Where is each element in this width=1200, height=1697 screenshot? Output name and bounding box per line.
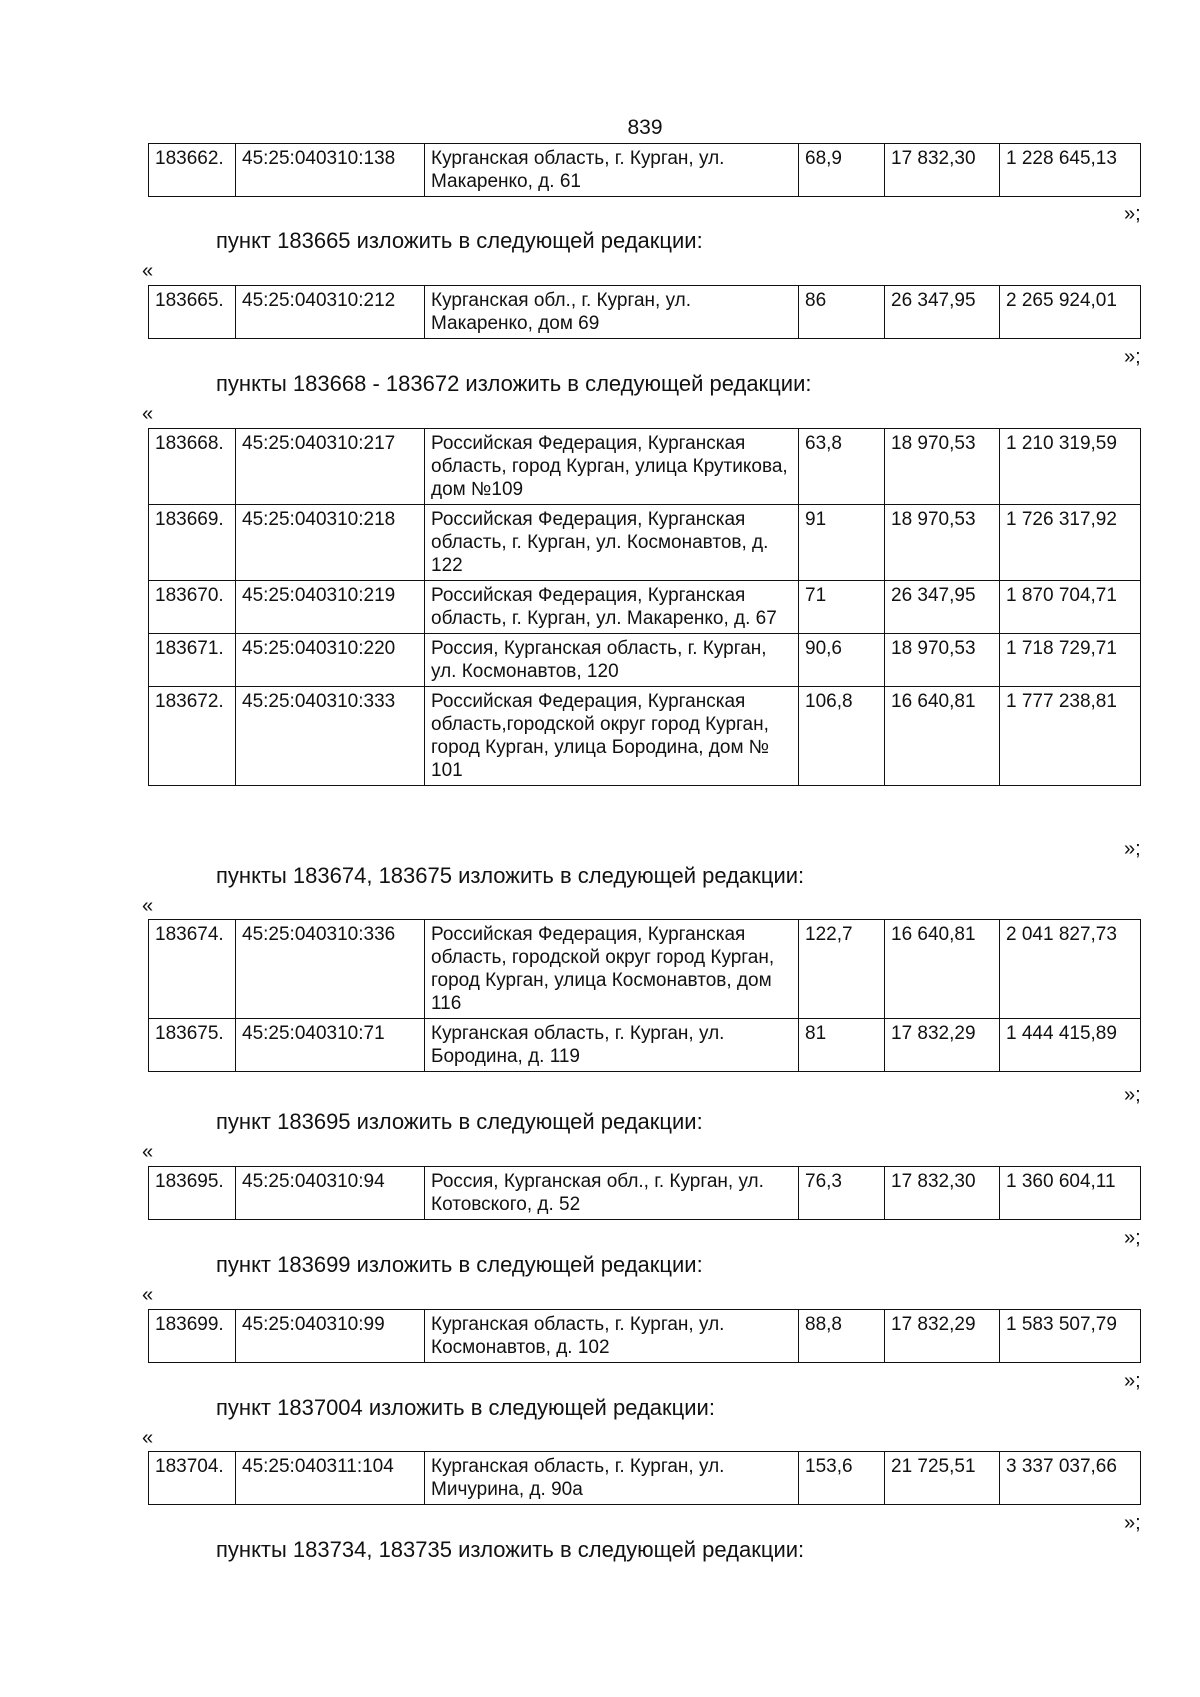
- table-row: [149, 1452, 1141, 1505]
- closing-quote: »;: [1124, 838, 1141, 860]
- cadastral-number-cell: 45:25:040311:104: [236, 1452, 425, 1505]
- cadastral-number-cell: 45:25:040310:99: [236, 1310, 425, 1363]
- cadastral-value-cell: 1 210 319,59: [1000, 429, 1141, 505]
- cadastral-value-cell: 3 337 037,66: [1000, 1452, 1141, 1505]
- cadastral-value-cell: 1 718 729,71: [1000, 634, 1141, 687]
- cadastral-value-cell: 1 228 645,13: [1000, 144, 1141, 197]
- address-cell: Курганская область, г. Курган, ул. Космонавтов, д. 102: [425, 1310, 799, 1363]
- unit-value-cell: 26 347,95: [885, 286, 1000, 339]
- table-row: [149, 1167, 1141, 1220]
- unit-value-cell: 16 640,81: [885, 687, 1000, 786]
- table-row: [149, 1310, 1141, 1363]
- registry-table-5: [148, 1166, 1141, 1220]
- closing-quote: »;: [1124, 1084, 1141, 1106]
- unit-value-cell: 17 832,30: [885, 1167, 1000, 1220]
- address-cell: Российская Федерация, Курганская область, г. Курган, ул. Космонавтов, д. 122: [425, 505, 799, 581]
- area-cell: 71: [799, 581, 885, 634]
- opening-quote: «: [142, 1427, 154, 1449]
- area-cell: 86: [799, 286, 885, 339]
- area-cell: 90,6: [799, 634, 885, 687]
- opening-quote: «: [142, 1284, 154, 1306]
- opening-quote: «: [142, 895, 154, 917]
- area-cell: 68,9: [799, 144, 885, 197]
- amendment-instruction: пункты 183674, 183675 изложить в следующей редакции:: [216, 863, 805, 888]
- address-cell: Курганская область, г. Курган, ул. Мичурина, д. 90а: [425, 1452, 799, 1505]
- cadastral-value-cell: 1 870 704,71: [1000, 581, 1141, 634]
- cadastral-value-cell: 1 360 604,11: [1000, 1167, 1141, 1220]
- area-cell: 122,7: [799, 920, 885, 1019]
- address-cell: Российская Федерация, Курганская область, г. Курган, ул. Макаренко, д. 67: [425, 581, 799, 634]
- closing-quote: »;: [1124, 346, 1141, 368]
- item-number-cell: 183662.: [149, 144, 236, 197]
- address-cell: Российская Федерация, Курганская область, городской округ город Курган, город Курган, улица Космонавтов, дом 116: [425, 920, 799, 1019]
- unit-value-cell: 18 970,53: [885, 634, 1000, 687]
- item-number-cell: 183670.: [149, 581, 236, 634]
- address-cell: Россия, Курганская обл., г. Курган, ул. Котовского, д. 52: [425, 1167, 799, 1220]
- registry-table-4: [148, 919, 1141, 1072]
- cadastral-value-cell: 1 583 507,79: [1000, 1310, 1141, 1363]
- amendment-instruction: пункты 183668 - 183672 изложить в следующей редакции:: [216, 371, 812, 396]
- address-cell: Российская Федерация, Курганская область,городской округ город Курган, город Курган, улица Бородина, дом № 101: [425, 687, 799, 786]
- unit-value-cell: 18 970,53: [885, 429, 1000, 505]
- unit-value-cell: 16 640,81: [885, 920, 1000, 1019]
- area-cell: 91: [799, 505, 885, 581]
- area-cell: 106,8: [799, 687, 885, 786]
- area-cell: 76,3: [799, 1167, 885, 1220]
- unit-value-cell: 26 347,95: [885, 581, 1000, 634]
- closing-quote: »;: [1124, 1370, 1141, 1392]
- item-number-cell: 183695.: [149, 1167, 236, 1220]
- cadastral-number-cell: 45:25:040310:138: [236, 144, 425, 197]
- area-cell: 153,6: [799, 1452, 885, 1505]
- amendment-instruction: пункт 183695 изложить в следующей редакции:: [216, 1109, 703, 1134]
- item-number-cell: 183672.: [149, 687, 236, 786]
- amendment-instruction: пункты 183734, 183735 изложить в следующей редакции:: [216, 1537, 805, 1562]
- amendment-instruction: пункт 1837004 изложить в следующей редакции:: [216, 1395, 715, 1420]
- opening-quote: «: [142, 403, 154, 425]
- item-number-cell: 183668.: [149, 429, 236, 505]
- item-number-cell: 183675.: [149, 1019, 236, 1072]
- item-number-cell: 183699.: [149, 1310, 236, 1363]
- registry-table-7: [148, 1451, 1141, 1505]
- table-row: [149, 144, 1141, 197]
- cadastral-number-cell: 45:25:040310:94: [236, 1167, 425, 1220]
- cadastral-number-cell: 45:25:040310:212: [236, 286, 425, 339]
- unit-value-cell: 17 832,30: [885, 144, 1000, 197]
- area-cell: 63,8: [799, 429, 885, 505]
- unit-value-cell: 17 832,29: [885, 1019, 1000, 1072]
- cadastral-number-cell: 45:25:040310:219: [236, 581, 425, 634]
- opening-quote: «: [142, 1141, 154, 1163]
- unit-value-cell: 18 970,53: [885, 505, 1000, 581]
- table-row: [149, 505, 1141, 581]
- table-row: [149, 920, 1141, 1019]
- page-number: 839: [627, 116, 663, 139]
- amendment-instruction: пункт 183665 изложить в следующей редакции:: [216, 228, 703, 253]
- area-cell: 81: [799, 1019, 885, 1072]
- address-cell: Российская Федерация, Курганская область, город Курган, улица Крутикова, дом №109: [425, 429, 799, 505]
- opening-quote: «: [142, 260, 154, 282]
- registry-table-6: [148, 1309, 1141, 1363]
- address-cell: Россия, Курганская область, г. Курган, ул. Космонавтов, 120: [425, 634, 799, 687]
- amendment-instruction: пункт 183699 изложить в следующей редакции:: [216, 1252, 703, 1277]
- cadastral-value-cell: 1 777 238,81: [1000, 687, 1141, 786]
- table-row: [149, 581, 1141, 634]
- table-row: [149, 634, 1141, 687]
- cadastral-number-cell: 45:25:040310:217: [236, 429, 425, 505]
- registry-table-3: [148, 428, 1141, 786]
- table-row: [149, 286, 1141, 339]
- cadastral-number-cell: 45:25:040310:218: [236, 505, 425, 581]
- address-cell: Курганская область, г. Курган, ул. Бородина, д. 119: [425, 1019, 799, 1072]
- address-cell: Курганская область, г. Курган, ул. Макаренко, д. 61: [425, 144, 799, 197]
- closing-quote: »;: [1124, 1227, 1141, 1249]
- item-number-cell: 183669.: [149, 505, 236, 581]
- closing-quote: »;: [1124, 203, 1141, 225]
- table-row: [149, 687, 1141, 786]
- address-cell: Курганская обл., г. Курган, ул. Макаренко, дом 69: [425, 286, 799, 339]
- item-number-cell: 183665.: [149, 286, 236, 339]
- cadastral-number-cell: 45:25:040310:220: [236, 634, 425, 687]
- cadastral-value-cell: 1 444 415,89: [1000, 1019, 1141, 1072]
- cadastral-value-cell: 2 265 924,01: [1000, 286, 1141, 339]
- item-number-cell: 183674.: [149, 920, 236, 1019]
- table-row: [149, 1019, 1141, 1072]
- table-row: [149, 429, 1141, 505]
- item-number-cell: 183671.: [149, 634, 236, 687]
- cadastral-number-cell: 45:25:040310:333: [236, 687, 425, 786]
- unit-value-cell: 21 725,51: [885, 1452, 1000, 1505]
- area-cell: 88,8: [799, 1310, 885, 1363]
- cadastral-number-cell: 45:25:040310:71: [236, 1019, 425, 1072]
- registry-table-2: [148, 285, 1141, 339]
- cadastral-number-cell: 45:25:040310:336: [236, 920, 425, 1019]
- cadastral-value-cell: 2 041 827,73: [1000, 920, 1141, 1019]
- cadastral-value-cell: 1 726 317,92: [1000, 505, 1141, 581]
- unit-value-cell: 17 832,29: [885, 1310, 1000, 1363]
- closing-quote: »;: [1124, 1512, 1141, 1534]
- item-number-cell: 183704.: [149, 1452, 236, 1505]
- registry-table-1: [148, 143, 1141, 197]
